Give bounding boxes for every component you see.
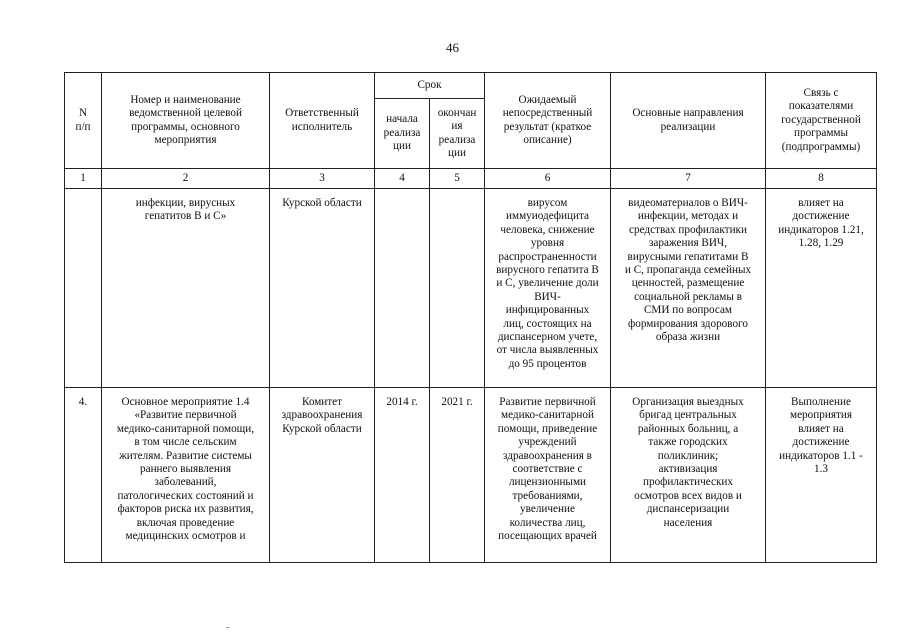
header-row [65, 73, 877, 99]
column-number: 8 [766, 169, 877, 189]
column-number: 3 [270, 169, 375, 189]
column-number: 1 [65, 169, 102, 189]
header-term: Срок [375, 73, 485, 99]
column-number: 6 [485, 169, 611, 189]
cell-link: влияет на достижение индикаторов 1.21, 1.28, 1.29 [766, 189, 877, 388]
header-link: Связь с показателями государственной программы (подпрограммы) [766, 73, 877, 169]
cell-program: Основное мероприятие 1.4 «Развитие первичной медико-санитарной помощи, в том числе сельским жителям. Развитие системы раннего выявления заболеваний, патологических состояний и факторов риска их развития, включая проведение медицинских осмотров и [102, 388, 270, 563]
column-number: 2 [102, 169, 270, 189]
cell-end: 2021 г. [430, 388, 485, 563]
cell-num: 4. [65, 388, 102, 563]
cell-directions: Организация выездных бригад центральных районных больниц, а также городских поликлиник; активизация профилактических осмотров всех видов и диспансеризации населения [611, 388, 766, 563]
column-number-row [65, 169, 877, 189]
header-num: N п/п [65, 73, 102, 169]
header-program: Номер и наименование ведомственной целевой программы, основного мероприятия [102, 73, 270, 169]
cell-program: инфекции, вирусных гепатитов В и С» [102, 189, 270, 388]
cell-end [430, 189, 485, 388]
cell-start [375, 189, 430, 388]
cell-start: 2014 г. [375, 388, 430, 563]
header-executor: Ответственный исполнитель [270, 73, 375, 169]
cell-executor: Комитет здравоохранения Курской области [270, 388, 375, 563]
scan-speck [226, 627, 229, 628]
table-row [65, 189, 877, 388]
cell-directions: видеоматериалов о ВИЧ- инфекции, методах и средствах профилактики заражения ВИЧ, вирусными гепатитами В и С, пропаганда семейных ценностей, размещение социальной рекламы в СМИ по вопросам формирования здорового образа жизни [611, 189, 766, 388]
cell-result: вирусом иммуиодефицита человека, снижение уровня распространенности вирусного гепатита В и С, увеличение доли ВИЧ- инфицированных лиц, состоящих на диспансерном учете, от числа выявленных до 95 процентов [485, 189, 611, 388]
header-term-end: окончан ия реализа ции [430, 99, 485, 169]
header-result: Ожидаемый непосредственный результат (краткое описание) [485, 73, 611, 169]
column-number: 5 [430, 169, 485, 189]
cell-link: Выполнение мероприятия влияет на достижение индикаторов 1.1 - 1.3 [766, 388, 877, 563]
page-number: 46 [446, 40, 459, 55]
table-row [65, 388, 877, 563]
column-number: 4 [375, 169, 430, 189]
program-table [64, 72, 877, 563]
cell-result: Развитие первичной медико-санитарной помощи, приведение учреждений здравоохранения в соответствие с лицензионными требованиями, увеличение количества лиц, посещающих врачей [485, 388, 611, 563]
cell-executor: Курской области [270, 189, 375, 388]
header-directions: Основные направления реализации [611, 73, 766, 169]
column-number: 7 [611, 169, 766, 189]
header-term-start: начала реализа ции [375, 99, 430, 169]
cell-num [65, 189, 102, 388]
